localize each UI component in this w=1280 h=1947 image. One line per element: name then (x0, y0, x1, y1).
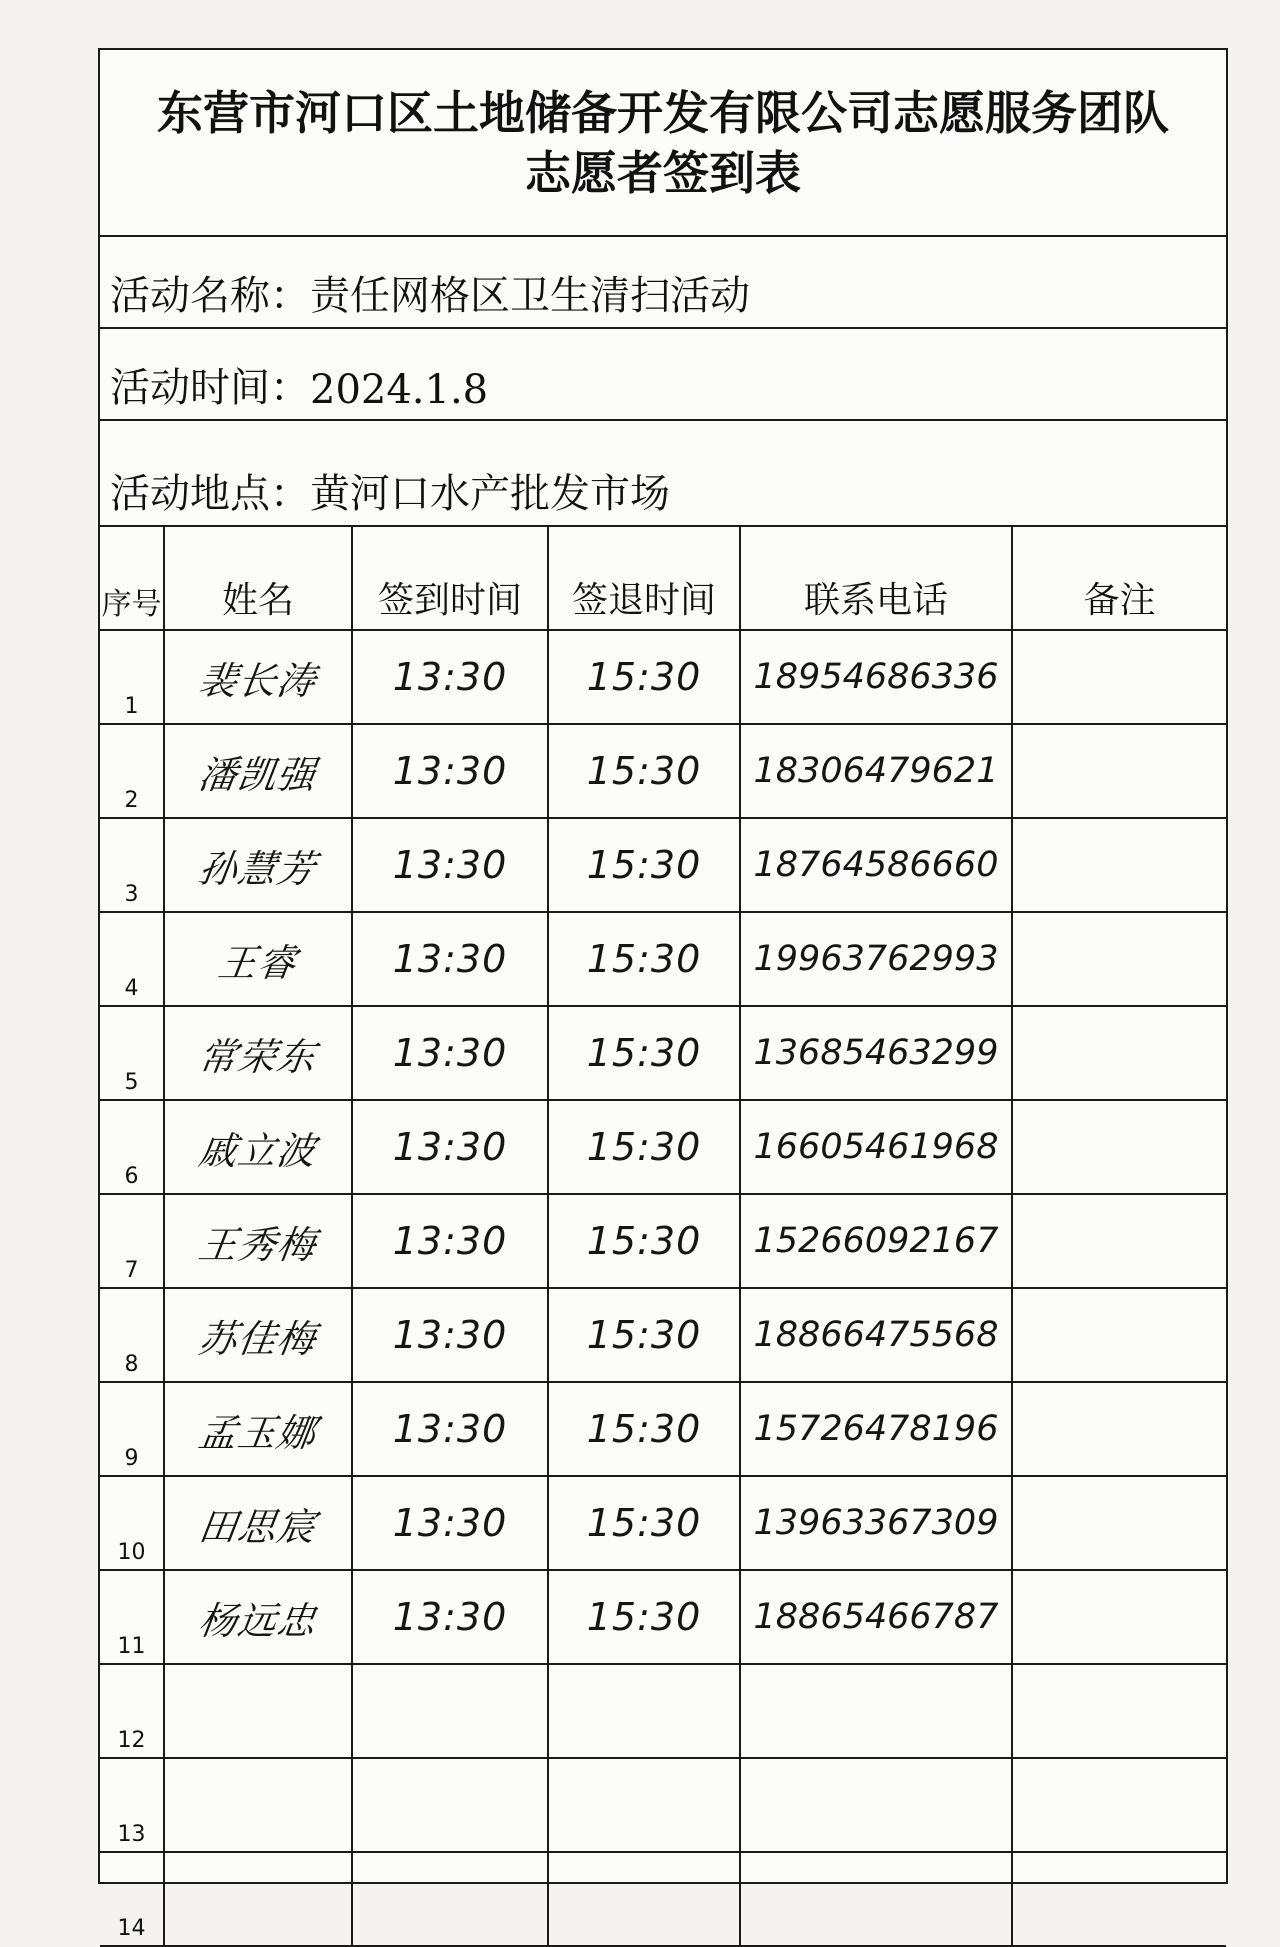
contact-phone-cell (740, 724, 1012, 818)
row-number: 11 (100, 1570, 164, 1664)
volunteer-signature: 孙慧芳 (195, 846, 320, 891)
check-in-time-cell (352, 1476, 548, 1570)
volunteer-signature-cell (164, 1382, 352, 1476)
check-in-time: 13:30 (392, 1407, 508, 1451)
contact-phone-cell (740, 912, 1012, 1006)
volunteer-table (100, 525, 1226, 1947)
note-cell (1013, 1195, 1226, 1287)
contact-phone (741, 1853, 1011, 1945)
note-cell-cell (1012, 1852, 1226, 1946)
row-number: 10 (100, 1476, 164, 1570)
check-out-time (549, 1759, 739, 1851)
contact-phone: 13963367309 (753, 1503, 999, 1543)
row-number: 5 (100, 1006, 164, 1100)
table-row (100, 818, 1226, 912)
note-cell-cell (1012, 1100, 1226, 1194)
volunteer-signature: 常荣东 (195, 1034, 320, 1079)
row-number: 7 (100, 1194, 164, 1288)
volunteer-signature-cell (164, 912, 352, 1006)
volunteer-signature-cell (164, 1664, 352, 1758)
volunteer-signature-cell (164, 1570, 352, 1664)
check-in-time (353, 1759, 547, 1851)
check-out-time: 15:30 (586, 1407, 702, 1451)
check-in-time-cell (352, 630, 548, 724)
note-cell (1013, 1853, 1226, 1945)
note-cell (1013, 1101, 1226, 1193)
check-out-time: 15:30 (586, 749, 702, 793)
check-in-time-cell (352, 912, 548, 1006)
table-row (100, 1100, 1226, 1194)
contact-phone (741, 1665, 1011, 1757)
table-row (100, 1194, 1226, 1288)
table-row (100, 1382, 1226, 1476)
check-out-time-cell (548, 818, 740, 912)
check-out-time-cell (548, 724, 740, 818)
volunteer-signature (159, 1759, 358, 1851)
note-cell (1013, 1759, 1226, 1851)
contact-phone-cell (740, 1852, 1012, 1946)
check-in-time: 13:30 (392, 749, 508, 793)
row-number: 2 (100, 724, 164, 818)
check-out-time-cell (548, 1288, 740, 1382)
table-row (100, 1664, 1226, 1758)
contact-phone-cell (740, 1570, 1012, 1664)
check-out-time-cell (548, 1664, 740, 1758)
contact-phone: 18764586660 (753, 845, 999, 885)
check-out-time-cell (548, 1382, 740, 1476)
contact-phone: 18954686336 (753, 657, 999, 697)
sheet-title (100, 50, 1226, 237)
note-cell (1013, 725, 1226, 817)
contact-phone: 13685463299 (753, 1033, 999, 1073)
header-check-out: 签退时间 (548, 526, 740, 630)
check-in-time-cell (352, 1852, 548, 1946)
volunteer-signature: 苏佳梅 (195, 1316, 320, 1361)
check-in-time (353, 1853, 547, 1945)
row-number: 13 (100, 1758, 164, 1852)
row-number: 1 (100, 630, 164, 724)
row-number: 6 (100, 1100, 164, 1194)
note-cell-cell (1012, 630, 1226, 724)
check-out-time: 15:30 (586, 655, 702, 699)
contact-phone: 18306479621 (753, 751, 999, 791)
volunteer-signature-cell (164, 724, 352, 818)
note-cell-cell (1012, 1476, 1226, 1570)
note-cell-cell (1012, 818, 1226, 912)
check-out-time: 15:30 (586, 1313, 702, 1357)
activity-time-value: 2024.1.8 (310, 367, 489, 413)
activity-name-value: 责任网格区卫生清扫活动 (310, 273, 750, 319)
check-in-time-cell (352, 1570, 548, 1664)
table-row (100, 724, 1226, 818)
check-in-time: 13:30 (392, 843, 508, 887)
check-out-time: 15:30 (586, 1501, 702, 1545)
check-in-time: 13:30 (392, 1501, 508, 1545)
note-cell-cell (1012, 912, 1226, 1006)
check-in-time: 13:30 (392, 1595, 508, 1639)
check-out-time: 15:30 (586, 1031, 702, 1075)
table-row (100, 1476, 1226, 1570)
note-cell-cell (1012, 1570, 1226, 1664)
check-in-time: 13:30 (392, 1219, 508, 1263)
check-in-time (353, 1665, 547, 1757)
check-out-time-cell (548, 912, 740, 1006)
volunteer-signature (159, 1665, 358, 1757)
contact-phone: 19963762993 (753, 939, 999, 979)
check-in-time-cell (352, 1006, 548, 1100)
table-row (100, 1758, 1226, 1852)
check-in-time: 13:30 (392, 1125, 508, 1169)
check-out-time: 15:30 (586, 1219, 702, 1263)
header-name: 姓名 (164, 526, 352, 630)
contact-phone: 18865466787 (753, 1597, 999, 1637)
check-in-time-cell (352, 1288, 548, 1382)
check-out-time: 15:30 (586, 1125, 702, 1169)
row-number: 4 (100, 912, 164, 1006)
row-number: 3 (100, 818, 164, 912)
note-cell-cell (1012, 1006, 1226, 1100)
activity-place-row (100, 421, 1226, 525)
title-line-1: 东营市河口区土地储备开发有限公司志愿服务团队 (157, 85, 1169, 140)
contact-phone: 15266092167 (753, 1221, 999, 1261)
check-out-time-cell (548, 1476, 740, 1570)
contact-phone-cell (740, 1382, 1012, 1476)
note-cell (1013, 1477, 1226, 1569)
volunteer-signature: 王睿 (215, 940, 300, 985)
header-check-in: 签到时间 (352, 526, 548, 630)
table-body (100, 630, 1226, 1946)
header-no: 序号 (100, 526, 164, 630)
check-out-time-cell (548, 1006, 740, 1100)
volunteer-signature: 戚立波 (195, 1128, 320, 1173)
contact-phone-cell (740, 1664, 1012, 1758)
contact-phone-cell (740, 1100, 1012, 1194)
check-out-time-cell (548, 1194, 740, 1288)
note-cell-cell (1012, 1194, 1226, 1288)
table-row (100, 1852, 1226, 1946)
volunteer-signature-cell (164, 1758, 352, 1852)
contact-phone-cell (740, 1006, 1012, 1100)
table-row (100, 912, 1226, 1006)
row-number: 12 (100, 1664, 164, 1758)
row-number: 14 (100, 1852, 164, 1946)
check-in-time-cell (352, 1758, 548, 1852)
volunteer-signature: 田思宸 (195, 1504, 320, 1549)
table-row (100, 1006, 1226, 1100)
note-cell (1013, 1383, 1226, 1475)
note-cell (1013, 1665, 1226, 1757)
check-out-time-cell (548, 1100, 740, 1194)
contact-phone: 18866475568 (753, 1315, 999, 1355)
contact-phone: 16605461968 (753, 1127, 999, 1167)
check-in-time: 13:30 (392, 937, 508, 981)
note-cell-cell (1012, 1758, 1226, 1852)
check-out-time (549, 1853, 739, 1945)
check-in-time: 13:30 (392, 655, 508, 699)
note-cell (1013, 631, 1226, 723)
volunteer-signature-cell (164, 1194, 352, 1288)
contact-phone-cell (740, 1194, 1012, 1288)
table-row (100, 630, 1226, 724)
check-out-time: 15:30 (586, 1595, 702, 1639)
note-cell (1013, 1007, 1226, 1099)
activity-time-label: 活动时间： (110, 365, 310, 411)
activity-time-row (100, 329, 1226, 421)
volunteer-signature (159, 1853, 358, 1945)
sign-in-sheet (98, 48, 1228, 1941)
activity-name-row (100, 237, 1226, 329)
check-out-time-cell (548, 1852, 740, 1946)
check-out-time-cell (548, 630, 740, 724)
check-in-time-cell (352, 1100, 548, 1194)
note-cell-cell (1012, 1288, 1226, 1382)
volunteer-signature: 杨远忠 (195, 1598, 320, 1643)
volunteer-signature: 裴长涛 (195, 658, 320, 703)
volunteer-signature-cell (164, 1288, 352, 1382)
row-number: 8 (100, 1288, 164, 1382)
activity-place-value: 黄河口水产批发市场 (310, 471, 670, 517)
table-header-row (100, 526, 1226, 630)
check-in-time-cell (352, 818, 548, 912)
volunteer-signature-cell (164, 1476, 352, 1570)
volunteer-signature: 孟玉娜 (195, 1410, 320, 1455)
volunteer-signature: 潘凯强 (195, 752, 320, 797)
note-cell-cell (1012, 724, 1226, 818)
volunteer-signature-cell (164, 1006, 352, 1100)
check-out-time: 15:30 (586, 843, 702, 887)
note-cell-cell (1012, 1664, 1226, 1758)
contact-phone-cell (740, 1758, 1012, 1852)
contact-phone-cell (740, 1476, 1012, 1570)
check-in-time-cell (352, 1382, 548, 1476)
volunteer-signature-cell (164, 1100, 352, 1194)
contact-phone: 15726478196 (753, 1409, 999, 1449)
check-out-time: 15:30 (586, 937, 702, 981)
check-out-time-cell (548, 1570, 740, 1664)
title-line-2: 志愿者签到表 (525, 145, 801, 200)
note-cell-cell (1012, 1382, 1226, 1476)
activity-place-label: 活动地点： (110, 471, 310, 517)
check-out-time (549, 1665, 739, 1757)
row-number: 9 (100, 1382, 164, 1476)
volunteer-signature-cell (164, 1852, 352, 1946)
volunteer-signature: 王秀梅 (195, 1222, 320, 1267)
contact-phone-cell (740, 818, 1012, 912)
check-in-time: 13:30 (392, 1313, 508, 1357)
note-cell (1013, 913, 1226, 1005)
contact-phone-cell (740, 1288, 1012, 1382)
check-out-time-cell (548, 1758, 740, 1852)
check-in-time-cell (352, 1194, 548, 1288)
note-cell (1013, 1571, 1226, 1663)
check-in-time-cell (352, 1664, 548, 1758)
check-in-time: 13:30 (392, 1031, 508, 1075)
table-row (100, 1570, 1226, 1664)
volunteer-signature-cell (164, 630, 352, 724)
check-in-time-cell (352, 724, 548, 818)
contact-phone-cell (740, 630, 1012, 724)
volunteer-signature-cell (164, 818, 352, 912)
note-cell (1013, 1289, 1226, 1381)
contact-phone (741, 1759, 1011, 1851)
activity-name-label: 活动名称： (110, 273, 310, 319)
header-phone: 联系电话 (740, 526, 1012, 630)
table-row (100, 1288, 1226, 1382)
header-note: 备注 (1012, 526, 1226, 630)
note-cell (1013, 819, 1226, 911)
